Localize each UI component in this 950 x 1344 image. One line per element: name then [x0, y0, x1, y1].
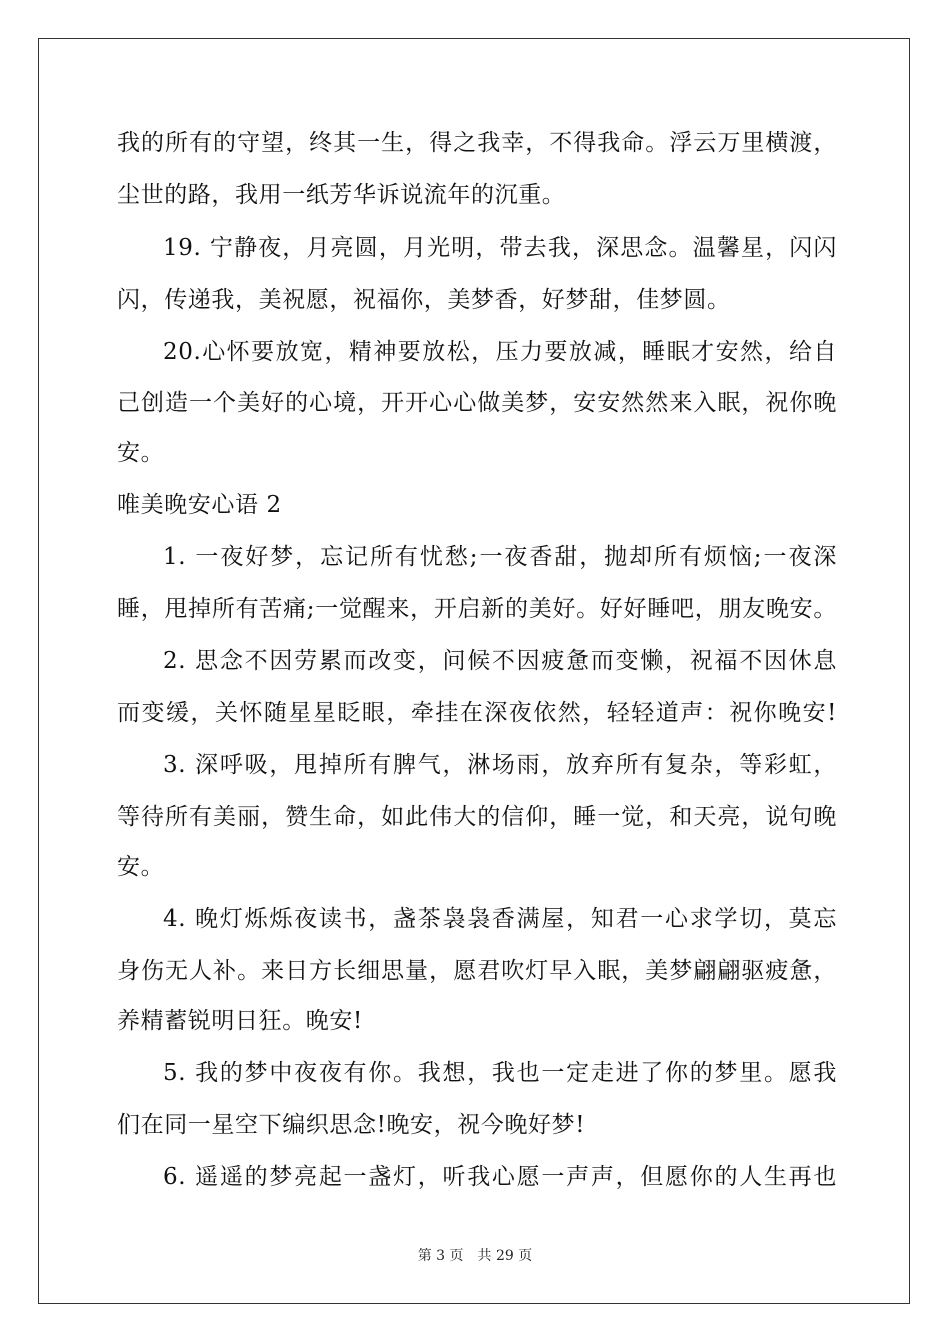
page-total: 共 29 页 — [477, 1248, 533, 1264]
text-line: 我的所有的守望，终其一生，得之我幸，不得我命。浮云万里横渡， — [117, 130, 837, 156]
text-line: 而变缓，关怀随星星眨眼，牵挂在深夜依然，轻轻道声：祝你晚安! — [117, 700, 837, 726]
text-line: 们在同一星空下编织思念!晚安，祝今晚好梦! — [117, 1112, 586, 1138]
text-line: 5. 我的梦中夜夜有你。我想，我也一定走进了你的梦里。愿我 — [163, 1060, 837, 1086]
text-line: 6. 遥遥的梦亮起一盏灯，听我心愿一声声，但愿你的人生再也 — [163, 1164, 837, 1190]
page-footer — [0, 1246, 950, 1266]
text-line: 闪，传递我，美祝愿，祝福你，美梦香，好梦甜，佳梦圆。 — [117, 287, 731, 313]
text-line: 19. 宁静夜，月亮圆，月光明，带去我，深思念。温馨星，闪闪 — [163, 235, 837, 261]
text-line: 己创造一个美好的心境，开开心心做美梦，安安然然来入眠，祝你晚 — [117, 390, 837, 416]
text-line: 身伤无人补。来日方长细思量，愿君吹灯早入眠，美梦翩翩驱疲惫， — [117, 958, 837, 984]
text-line: 1. 一夜好梦，忘记所有忧愁;一夜香甜，抛却所有烦恼;一夜深 — [163, 544, 837, 570]
text-line: 安。 — [117, 854, 165, 880]
text-line: 20.心怀要放宽，精神要放松，压力要放减，睡眠才安然，给自 — [163, 339, 837, 365]
section-heading: 唯美晚安心语 2 — [117, 492, 282, 518]
text-line: 安。 — [117, 440, 165, 466]
text-line: 3. 深呼吸，甩掉所有脾气，淋场雨，放弃所有复杂，等彩虹， — [163, 752, 837, 778]
page-number: 第 3 页 — [417, 1248, 464, 1264]
text-line: 睡，甩掉所有苦痛;一觉醒来，开启新的美好。好好睡吧，朋友晚安。 — [117, 596, 837, 622]
text-line: 4. 晚灯烁烁夜读书，盏茶袅袅香满屋，知君一心求学切，莫忘 — [163, 906, 837, 932]
text-line: 尘世的路，我用一纸芳华诉说流年的沉重。 — [117, 182, 566, 208]
text-line: 养精蓄锐明日狂。晚安! — [117, 1008, 363, 1034]
text-line: 2. 思念不因劳累而改变，问候不因疲惫而变懒，祝福不因休息 — [163, 648, 837, 674]
text-line: 等待所有美丽，赞生命，如此伟大的信仰，睡一觉，和天亮，说句晚 — [117, 804, 837, 830]
